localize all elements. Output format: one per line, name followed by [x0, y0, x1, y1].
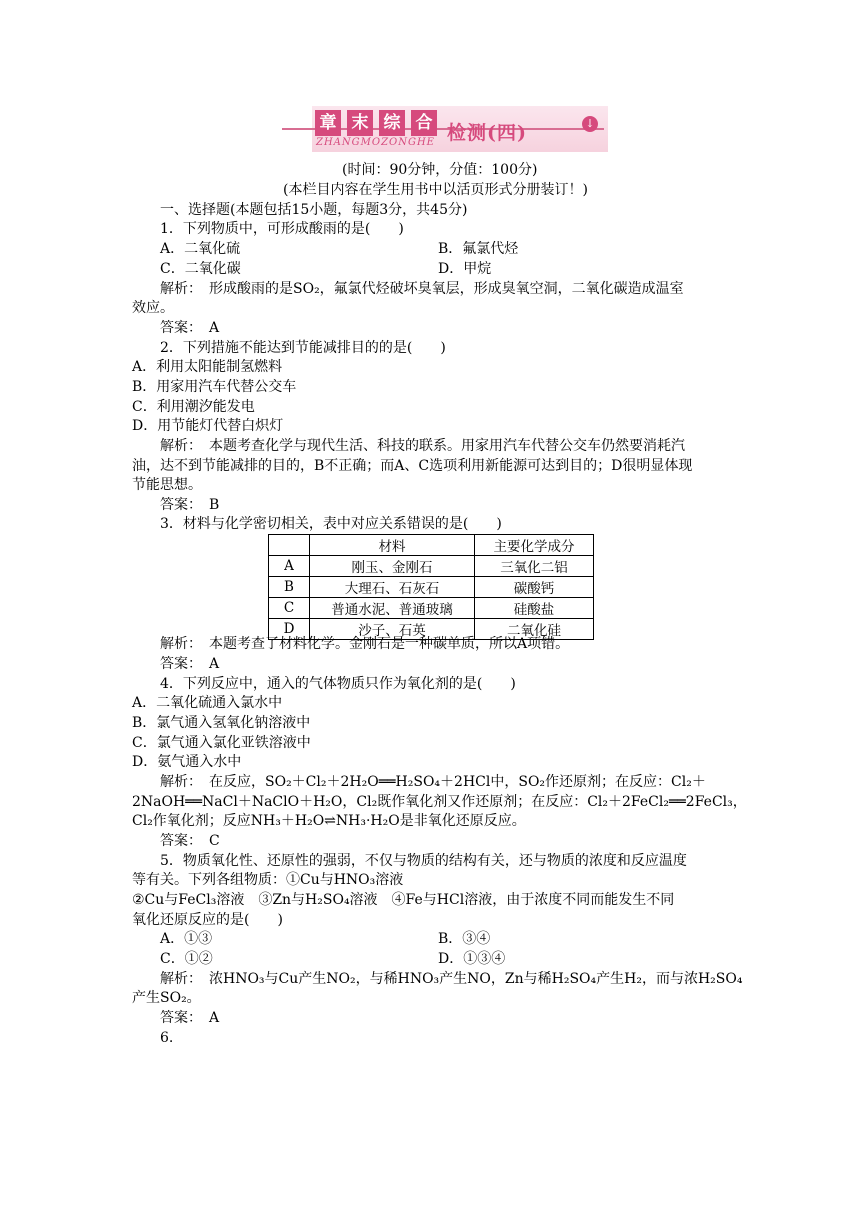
- question-stem: 氧化还原反应的是( ): [132, 912, 283, 928]
- option: A．①③: [160, 931, 213, 947]
- option: A．二氧化硫通入氯水中: [132, 695, 283, 711]
- option: C．①②: [160, 951, 213, 967]
- table-cell: 刚玉、金刚石: [310, 556, 475, 577]
- analysis-text: 解析： 本题考查了材料化学。金刚石是一种碳单质，所以A项错。: [160, 636, 570, 652]
- question-stem: 1．下列物质中，可形成酸雨的是( ): [160, 221, 404, 237]
- question-stem: 4．下列反应中，通入的气体物质只作为氧化剂的是( ): [160, 676, 516, 692]
- question-stem: 等有关。下列各组物质：①Cu与HNO₃溶液: [132, 872, 404, 888]
- table-cell: 碳酸钙: [475, 577, 594, 598]
- analysis-text: 解析： 浓HNO₃与Cu产生NO₂，与稀HNO₃产生NO，Zn与稀H₂SO₄产生H₂，而与浓H₂SO₄: [160, 971, 743, 987]
- table-cell: 二氧化硅: [475, 619, 594, 640]
- table-header-cell: [269, 535, 310, 556]
- question-stem: 2．下列措施不能达到节能减排目的的是( ): [160, 340, 446, 356]
- analysis-text: 2NaOH══NaCl＋NaClO＋H₂O，Cl₂既作氧化剂又作还原剂；在反应：Cl₂＋2FeCl₂══2FeCl₃，: [132, 794, 747, 810]
- table-row: [269, 577, 594, 598]
- section-heading: 一、选择题(本题包括15小题，每题3分，共45分): [160, 202, 468, 218]
- analysis-text: 油，达不到节能减排的目的，B不正确；而A、C选项利用新能源可达到目的；D很明显体现: [132, 458, 693, 474]
- materials-table: [268, 534, 594, 640]
- option: B．③④: [438, 931, 491, 947]
- answer-text: 答案： A: [160, 656, 220, 672]
- table-cell: 沙子、石英: [310, 619, 475, 640]
- answer-text: 答案： A: [160, 1010, 220, 1026]
- banner-title: 检测(四): [447, 122, 527, 144]
- option: D．用节能灯代替白炽灯: [132, 418, 284, 434]
- option: D．氨气通入水中: [132, 754, 242, 770]
- table-cell: 硅酸盐: [475, 598, 594, 619]
- answer-text: 答案： C: [160, 833, 220, 849]
- question-stem: 5．物质氧化性、还原性的强弱，不仅与物质的结构有关，还与物质的浓度和反应温度: [160, 853, 687, 869]
- table-cell: B: [269, 577, 310, 598]
- banner-tile: 末: [347, 110, 373, 136]
- option: A．二氧化硫: [160, 241, 241, 257]
- down-arrow-icon: ↓: [582, 116, 598, 132]
- question-stem: 6.: [160, 1030, 174, 1046]
- option: C．氯气通入氯化亚铁溶液中: [132, 735, 311, 751]
- table-cell: 三氧化二铝: [475, 556, 594, 577]
- banner-tile: 章: [315, 110, 341, 136]
- question-stem: ②Cu与FeCl₃溶液 ③Zn与H₂SO₄溶液 ④Fe与HCl溶液，由于浓度不同而能发生不同: [132, 892, 675, 908]
- table-cell: D: [269, 619, 310, 640]
- table-cell: C: [269, 598, 310, 619]
- table-row: [269, 598, 594, 619]
- analysis-text: 解析： 在反应，SO₂＋Cl₂＋2H₂O══H₂SO₄＋2HCl中，SO₂作还原剂；在反应：Cl₂＋: [160, 774, 706, 790]
- analysis-text: 效应。: [132, 300, 174, 316]
- analysis-text: 节能思想。: [132, 477, 202, 493]
- option: D．甲烷: [438, 261, 492, 277]
- banner-tile: 合: [411, 110, 437, 136]
- table-header-cell: 材料: [310, 535, 475, 556]
- title-banner: [282, 104, 604, 154]
- option: C．二氧化碳: [160, 261, 241, 277]
- table-cell: 普通水泥、普通玻璃: [310, 598, 475, 619]
- option: B．用家用汽车代替公交车: [132, 379, 297, 395]
- option: B．氟氯代烃: [438, 241, 519, 257]
- binding-note: (本栏目内容在学生用书中以活页形式分册装订！): [283, 182, 588, 198]
- analysis-text: 产生SO₂。: [132, 990, 201, 1006]
- table-header-row: [269, 535, 594, 556]
- question-stem: 3．材料与化学密切相关，表中对应关系错误的是( ): [160, 516, 502, 532]
- answer-text: 答案： B: [160, 497, 220, 513]
- banner-pinyin: ZHANGMOZONGHE: [316, 137, 435, 148]
- time-info: (时间：90分钟，分值：100分): [342, 162, 538, 178]
- banner-tile: 综: [379, 110, 405, 136]
- table-cell: A: [269, 556, 310, 577]
- option: D．①③④: [438, 951, 506, 967]
- table-row: [269, 556, 594, 577]
- analysis-text: 解析： 形成酸雨的是SO₂，氟氯代烃破坏臭氧层，形成臭氧空洞，二氧化碳造成温室: [160, 281, 684, 297]
- table-cell: 大理石、石灰石: [310, 577, 475, 598]
- analysis-text: 解析： 本题考查化学与现代生活、科技的联系。用家用汽车代替公交车仍然要消耗汽: [160, 438, 685, 454]
- table-header-cell: 主要化学成分: [475, 535, 594, 556]
- analysis-text: Cl₂作氧化剂；反应NH₃＋H₂O⇌NH₃·H₂O是非氧化还原反应。: [132, 813, 526, 829]
- option: C．利用潮汐能发电: [132, 399, 255, 415]
- option: B．氯气通入氢氧化钠溶液中: [132, 715, 311, 731]
- answer-text: 答案： A: [160, 320, 220, 336]
- option: A．利用太阳能制氢燃料: [132, 359, 283, 375]
